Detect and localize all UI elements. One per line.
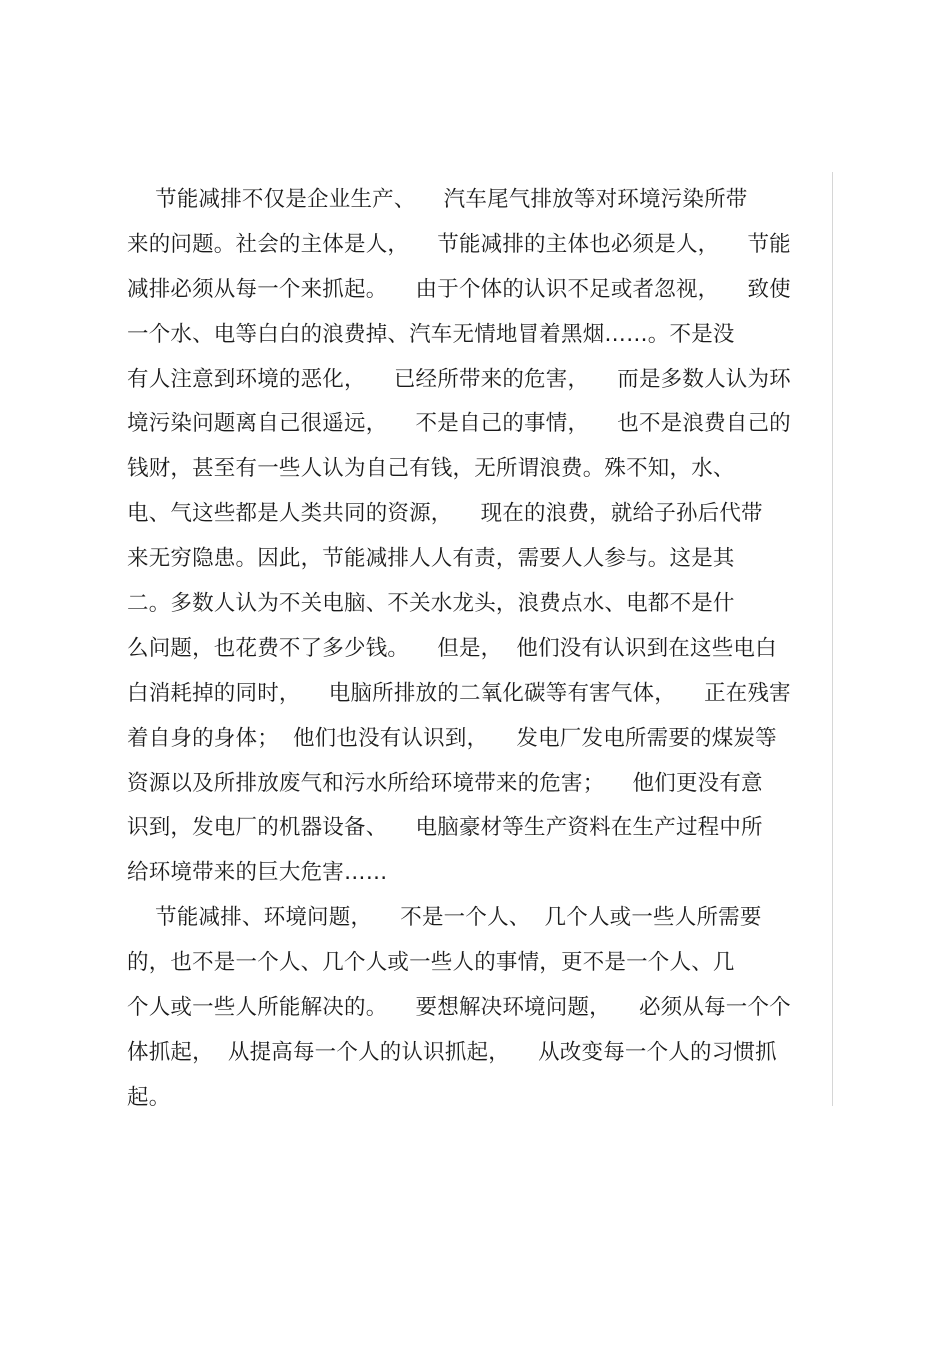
text-line: 一个水、电等白白的浪费掉、汽车无情地冒着黑烟……。不是没 xyxy=(127,321,735,347)
text-line: 节能减排、环境问题， 不是一个人、 几个人或一些人所需要 xyxy=(127,905,762,931)
body-text xyxy=(127,178,837,1121)
text-line: 给环境带来的巨大危害…… xyxy=(127,860,388,886)
text-line: 么问题，也花费不了多少钱。 但是， 他们没有认识到在这些电白 xyxy=(127,635,777,661)
text-line: 的，也不是一个人、几个人或一些人的事情，更不是一个人、几 xyxy=(127,950,735,976)
text-line: 体抓起， 从提高每一个人的认识抓起， 从改变每一个人的习惯抓 xyxy=(127,1039,777,1065)
text-line: 来的问题。社会的主体是人， 节能减排的主体也必须是人， 节能 xyxy=(127,231,791,257)
text-line: 二。多数人认为不关电脑、不关水龙头，浪费点水、电都不是什 xyxy=(127,591,735,617)
text-line: 境污染问题离自己很遥远， 不是自己的事情， 也不是浪费自己的 xyxy=(127,411,791,437)
text-line: 资源以及所排放废气和污水所给环境带来的危害； 他们更没有意 xyxy=(127,770,763,796)
text-line: 白消耗掉的同时， 电脑所排放的二氧化碳等有害气体， 正在残害 xyxy=(127,680,791,706)
text-line: 有人注意到环境的恶化， 已经所带来的危害， 而是多数人认为环 xyxy=(127,366,791,392)
text-line: 识到，发电厂的机器设备、 电脑豪材等生产资料在生产过程中所 xyxy=(127,815,763,841)
text-line: 减排必须从每一个来抓起。 由于个体的认识不足或者忽视， 致使 xyxy=(127,276,791,302)
text-line: 起。 xyxy=(127,1084,171,1110)
text-line: 来无穷隐患。因此，节能减排人人有责，需要人人参与。这是其 xyxy=(127,546,735,572)
text-line: 节能减排不仅是企业生产、 汽车尾气排放等对环境污染所带 xyxy=(127,187,748,212)
text-line: 着自身的身体； 他们也没有认识到， 发电厂发电所需要的煤炭等 xyxy=(127,725,777,751)
text-line: 个人或一些人所能解决的。 要想解决环境问题， 必须从每一个个 xyxy=(127,995,791,1021)
text-line: 电、气这些都是人类共同的资源， 现在的浪费，就给子孙后代带 xyxy=(127,501,763,527)
text-line: 钱财，甚至有一些人认为自己有钱，无所谓浪费。殊不知，水、 xyxy=(127,456,735,482)
